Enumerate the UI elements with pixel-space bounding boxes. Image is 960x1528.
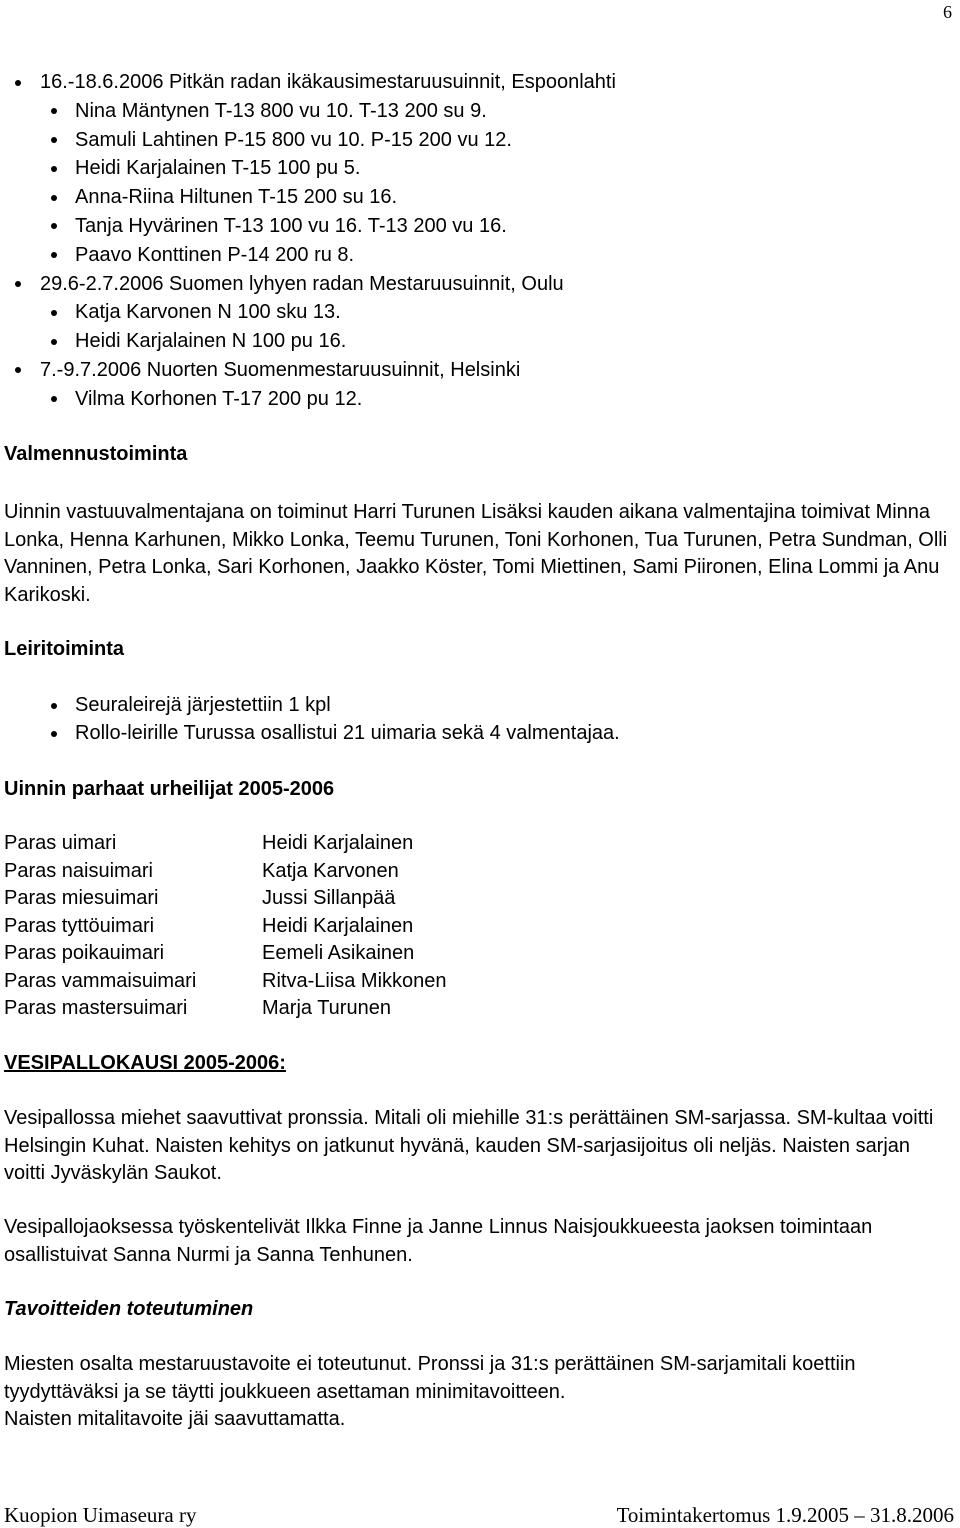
award-winner: Ritva-Liisa Mikkonen <box>262 969 447 992</box>
goals-heading: Tavoitteiden toteutuminen <box>4 1298 254 1320</box>
bullet-icon <box>51 339 57 345</box>
list-item-text: 16.-18.6.2006 Pitkän radan ikäkausimestaruusuinnit, Espoonlahti <box>40 71 616 93</box>
award-category: Paras miesuimari <box>4 887 159 909</box>
result-item <box>0 241 960 270</box>
result-item <box>0 385 960 414</box>
goals-women-text: Naisten mitalitavoite jäi saavuttamatta. <box>4 1408 346 1430</box>
bullet-icon <box>51 137 57 143</box>
result-item <box>0 212 960 241</box>
camps-heading: Leiritoiminta <box>4 638 125 660</box>
award-winner: Jussi Sillanpää <box>262 887 396 909</box>
result-item <box>0 183 960 212</box>
page-number: 6 <box>943 2 952 22</box>
list-item-text: Anna-Riina Hiltunen T-15 200 su 16. <box>75 186 398 209</box>
bullet-icon <box>51 108 57 114</box>
list-item-text: Heidi Karjalainen T-15 100 pu 5. <box>75 157 361 180</box>
award-category: Paras poikauimari <box>4 942 165 964</box>
results-list <box>0 68 960 414</box>
water-polo-staff-paragraph: Vesipallojaoksessa työskentelivät Ilkka Finne ja Janne Linnus Naisjoukkueesta jaoksen toimintaan osallistuivat Sanna Nurmi ja Sanna Tenhunen. <box>4 1216 873 1266</box>
footer-organization: Kuopion Uimaseura ry <box>4 1503 197 1527</box>
list-item-text: 29.6-2.7.2006 Suomen lyhyen radan Mestaruusuinnit, Oulu <box>40 272 564 295</box>
bullet-icon <box>51 195 57 201</box>
list-item-text: Vilma Korhonen T-17 200 pu 12. <box>75 387 363 410</box>
list-item: Rollo-leirille Turussa osallistui 21 uimaria sekä 4 valmentajaa. <box>0 720 960 748</box>
bullet-icon <box>51 703 57 709</box>
bullet-icon <box>15 80 21 86</box>
bullet-icon <box>51 166 57 172</box>
footer-report-title: Toimintakertomus 1.9.2005 – 31.8.2006 <box>616 1503 954 1527</box>
award-winner: Marja Turunen <box>262 997 391 1019</box>
award-category: Paras vammaisuimari <box>4 969 197 992</box>
coaching-paragraph: Uinnin vastuuvalmentajana on toiminut Harri Turunen Lisäksi kauden aikana valmentajina toimivat Minna Lonka, Henna Karhunen, Mikko Lonka, Teemu Turunen, Toni Korhonen, Tua Turunen, Petra Sundman, Olli Vanninen, Petra Lonka, Sari Korhonen, Jaakko Köster, Tomi Miettinen, Sami Piironen, Elina Lommi ja Anu Karikoski. <box>4 501 948 606</box>
list-item-text: Samuli Lahtinen P-15 800 vu 10. P-15 200 vu 12. <box>75 128 512 151</box>
water-polo-paragraph: Vesipallossa miehet saavuttivat pronssia. Mitali oli miehille 31:s perättäinen SM-sarjassa. SM-kultaa voitti Helsingin Kuhat. Naisten kehitys on jatkunut hyvänä, kauden SM-sarjasijoitus oli neljäs. Naisten sarjan voitti Jyväskylän Saukot. <box>4 1107 934 1184</box>
award-category: Paras mastersuimari <box>4 997 188 1019</box>
list-item-text: Heidi Karjalainen N 100 pu 16. <box>75 330 347 353</box>
result-item <box>0 298 960 327</box>
list-item-text: Paavo Konttinen P-14 200 ru 8. <box>75 243 355 266</box>
bullet-icon <box>51 252 57 258</box>
bullet-icon <box>15 281 21 287</box>
bullet-icon <box>51 396 57 402</box>
bullet-icon <box>15 367 21 373</box>
water-polo-heading: VESIPALLOKAUSI 2005-2006: <box>4 1052 286 1074</box>
event-item <box>0 68 960 97</box>
list-item-text: Tanja Hyvärinen T-13 100 vu 16. T-13 200 vu 16. <box>75 214 507 237</box>
camps-list <box>0 692 960 747</box>
bullet-icon <box>51 223 57 229</box>
list-item: Seuraleirejä järjestettiin 1 kpl <box>0 692 960 720</box>
result-item <box>0 97 960 126</box>
coaching-heading: Valmennustoiminta <box>4 443 188 465</box>
result-item <box>0 126 960 155</box>
award-winner: Heidi Karjalainen <box>262 832 414 854</box>
award-winner: Heidi Karjalainen <box>262 914 414 937</box>
list-item-text: Katja Karvonen N 100 sku 13. <box>75 301 341 324</box>
result-item <box>0 327 960 356</box>
award-winner: Katja Karvonen <box>262 859 399 882</box>
list-item-text: 7.-9.7.2006 Nuorten Suomenmestaruusuinnit, Helsinki <box>40 358 521 381</box>
event-item <box>0 356 960 385</box>
list-item-text: Nina Mäntynen T-13 800 vu 10. T-13 200 su 9. <box>75 99 487 122</box>
bullet-icon <box>51 310 57 316</box>
result-item <box>0 154 960 183</box>
event-item <box>0 270 960 299</box>
award-winner: Eemeli Asikainen <box>262 942 415 964</box>
goals-paragraph: Miesten osalta mestaruustavoite ei toteutunut. Pronssi ja 31:s perättäinen SM-sarjamitali koettiin tyydyttäväksi ja se täytti joukkueen asettaman minimitavoitteen. <box>4 1353 856 1403</box>
award-category: Paras tyttöuimari <box>4 914 155 937</box>
award-category: Paras naisuimari <box>4 859 153 882</box>
best-athletes-heading: Uinnin parhaat urheilijat 2005-2006 <box>4 778 335 800</box>
bullet-icon <box>51 731 57 737</box>
award-category: Paras uimari <box>4 832 117 854</box>
